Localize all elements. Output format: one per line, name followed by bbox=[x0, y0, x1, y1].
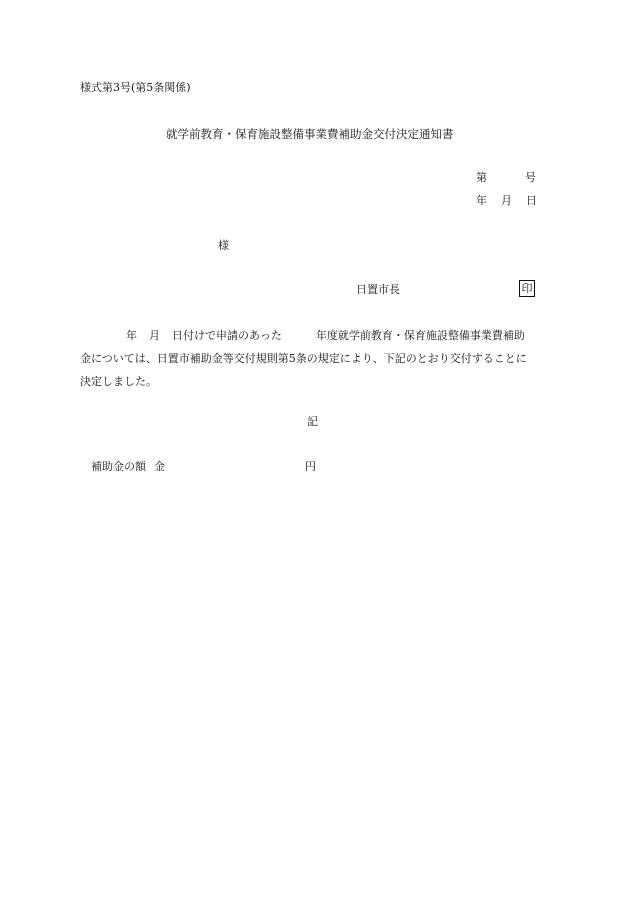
issue-date-day: 日 bbox=[526, 194, 537, 207]
form-number: 様式第3号(第5条関係) bbox=[80, 81, 191, 94]
notice-body-line-1 bbox=[80, 324, 558, 347]
reference-number-suffix: 号 bbox=[525, 171, 536, 184]
seal-mark: 印 bbox=[519, 280, 535, 297]
issuer-title: 日置市長 bbox=[356, 283, 400, 296]
issue-date-month: 月 bbox=[501, 194, 512, 207]
issue-date-year: 年 bbox=[476, 194, 487, 207]
subsidy-amount-label: 補助金の額 bbox=[91, 460, 146, 473]
subsidy-amount-row bbox=[91, 460, 316, 474]
reference-number-prefix: 第 bbox=[476, 171, 487, 184]
notice-body-line-3: 決定しました。 bbox=[80, 375, 157, 388]
notice-body bbox=[80, 324, 558, 393]
ki-heading: 記 bbox=[307, 415, 318, 428]
addressee-suffix: 様 bbox=[218, 239, 229, 252]
application-year: 年 bbox=[126, 329, 137, 342]
notice-body-line-2: 金については、日置市補助金等交付規則第5条の規定により、下記のとおり交付することに bbox=[80, 352, 527, 365]
document-title: 就学前教育・保育施設整備事業費補助金交付決定通知書 bbox=[166, 127, 454, 141]
reference-number bbox=[476, 171, 536, 185]
application-date-text: 日付けで申請のあった bbox=[172, 329, 282, 342]
issue-date bbox=[476, 194, 537, 208]
subsidy-amount-prefix: 金 bbox=[154, 460, 165, 473]
subsidy-amount-unit: 円 bbox=[305, 460, 316, 473]
fiscal-year-text: 年度就学前教育・保育施設整備事業費補助 bbox=[315, 329, 525, 342]
application-month: 月 bbox=[149, 329, 160, 342]
